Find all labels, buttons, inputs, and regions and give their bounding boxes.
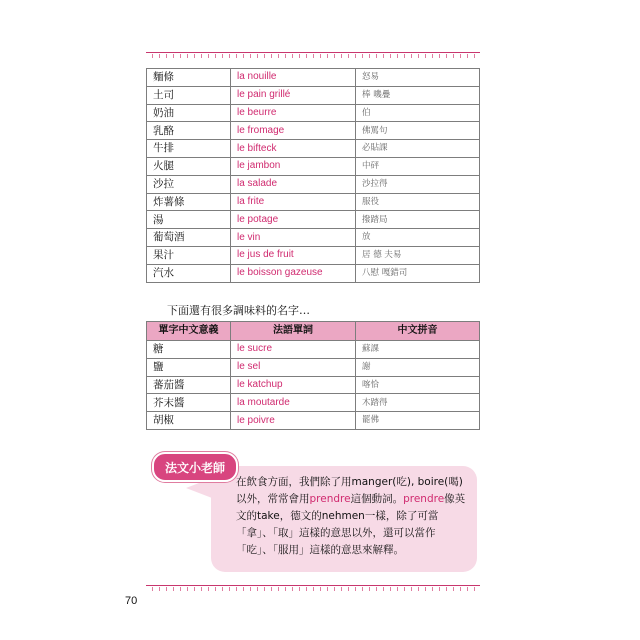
- french-cell: le katchup: [231, 376, 356, 394]
- tip-text-segment: 像英文的take，德文的nehmen一樣，除了可當「拿」、「取」這樣的意思以外，還可以當作「吃」、「服用」這樣的意思來解釋。: [236, 493, 466, 556]
- chinese-cell: 乳酪: [147, 122, 231, 140]
- chinese-cell: 湯: [147, 211, 231, 229]
- french-cell: le jus de fruit: [231, 246, 356, 264]
- chinese-cell: 汽水: [147, 264, 231, 282]
- chinese-cell: 牛排: [147, 140, 231, 158]
- pinyin-cell: 撥踏局: [356, 211, 480, 229]
- french-cell: le beurre: [231, 104, 356, 122]
- pinyin-cell: 佛罵句: [356, 122, 480, 140]
- pinyin-cell: 謝: [356, 358, 480, 376]
- table-row: [147, 69, 480, 87]
- french-cell: le bifteck: [231, 140, 356, 158]
- page-number: 70: [125, 595, 138, 607]
- bottom-decorative-rule: [146, 585, 480, 592]
- table-row: [147, 376, 480, 394]
- french-cell: le fromage: [231, 122, 356, 140]
- chinese-cell: 果汁: [147, 246, 231, 264]
- table-row: [147, 175, 480, 193]
- pinyin-cell: 八慰 嘎錯司: [356, 264, 480, 282]
- french-cell: le jambon: [231, 157, 356, 175]
- table-row: [147, 341, 480, 359]
- pinyin-cell: 喀恰: [356, 376, 480, 394]
- french-cell: la moutarde: [231, 394, 356, 412]
- table-row: [147, 140, 480, 158]
- top-decorative-rule: [146, 52, 480, 59]
- chinese-cell: 胡椒: [147, 412, 231, 430]
- chinese-cell: 奶油: [147, 104, 231, 122]
- french-cell: le sucre: [231, 341, 356, 359]
- tip-text-segment: 這個動詞。: [350, 493, 404, 505]
- pinyin-cell: 服役: [356, 193, 480, 211]
- french-cell: le boisson gazeuse: [231, 264, 356, 282]
- pinyin-cell: 沙拉得: [356, 175, 480, 193]
- pinyin-cell: 怒易: [356, 69, 480, 87]
- pinyin-cell: 放: [356, 229, 480, 247]
- table-row: [147, 104, 480, 122]
- french-cell: le poivre: [231, 412, 356, 430]
- table-row: [147, 246, 480, 264]
- seasoning-vocabulary-table: [146, 321, 480, 430]
- pinyin-cell: 蘇課: [356, 341, 480, 359]
- french-cell: le sel: [231, 358, 356, 376]
- chinese-cell: 麵條: [147, 69, 231, 87]
- column-header-chinese: 單字中文意義: [147, 322, 231, 341]
- column-header-pinyin: 中文拼音: [356, 322, 480, 341]
- table-row: [147, 157, 480, 175]
- french-cell: la nouille: [231, 69, 356, 87]
- french-cell: le pain grillé: [231, 86, 356, 104]
- food-vocabulary-table: [146, 68, 480, 283]
- chinese-cell: 炸薯條: [147, 193, 231, 211]
- table-row: [147, 193, 480, 211]
- tip-text-segment: 在飲食方面，我們除了用manger(吃), boire(喝)以外，常常會用: [236, 476, 463, 505]
- pinyin-cell: 必貼課: [356, 140, 480, 158]
- table-row: [147, 229, 480, 247]
- french-cell: le vin: [231, 229, 356, 247]
- chinese-cell: 火腿: [147, 157, 231, 175]
- french-cell: la frite: [231, 193, 356, 211]
- pinyin-cell: 伯: [356, 104, 480, 122]
- french-cell: le potage: [231, 211, 356, 229]
- tip-text: [236, 474, 472, 559]
- chinese-cell: 糖: [147, 341, 231, 359]
- table-row: [147, 86, 480, 104]
- chinese-cell: 葡萄酒: [147, 229, 231, 247]
- chinese-cell: 鹽: [147, 358, 231, 376]
- table-row: [147, 394, 480, 412]
- pinyin-cell: 木踏得: [356, 394, 480, 412]
- highlighted-verb: prendre: [403, 493, 445, 505]
- french-cell: la salade: [231, 175, 356, 193]
- chinese-cell: 土司: [147, 86, 231, 104]
- table-row: [147, 211, 480, 229]
- table-row: [147, 264, 480, 282]
- table-row: [147, 412, 480, 430]
- chinese-cell: 芥末醬: [147, 394, 231, 412]
- column-header-french: 法語單詞: [231, 322, 356, 341]
- table-row: [147, 122, 480, 140]
- table-row: [147, 358, 480, 376]
- chinese-cell: 沙拉: [147, 175, 231, 193]
- pinyin-cell: 中砰: [356, 157, 480, 175]
- table-header-row: [147, 322, 480, 341]
- tip-badge: 法文小老師: [152, 452, 238, 482]
- pinyin-cell: 棒 嘰疊: [356, 86, 480, 104]
- pinyin-cell: 罷佛: [356, 412, 480, 430]
- seasoning-caption: 下面還有很多調味料的名字…: [167, 304, 310, 317]
- pinyin-cell: 居 德 夫易: [356, 246, 480, 264]
- chinese-cell: 蕃茄醬: [147, 376, 231, 394]
- highlighted-verb: prendre: [309, 493, 351, 505]
